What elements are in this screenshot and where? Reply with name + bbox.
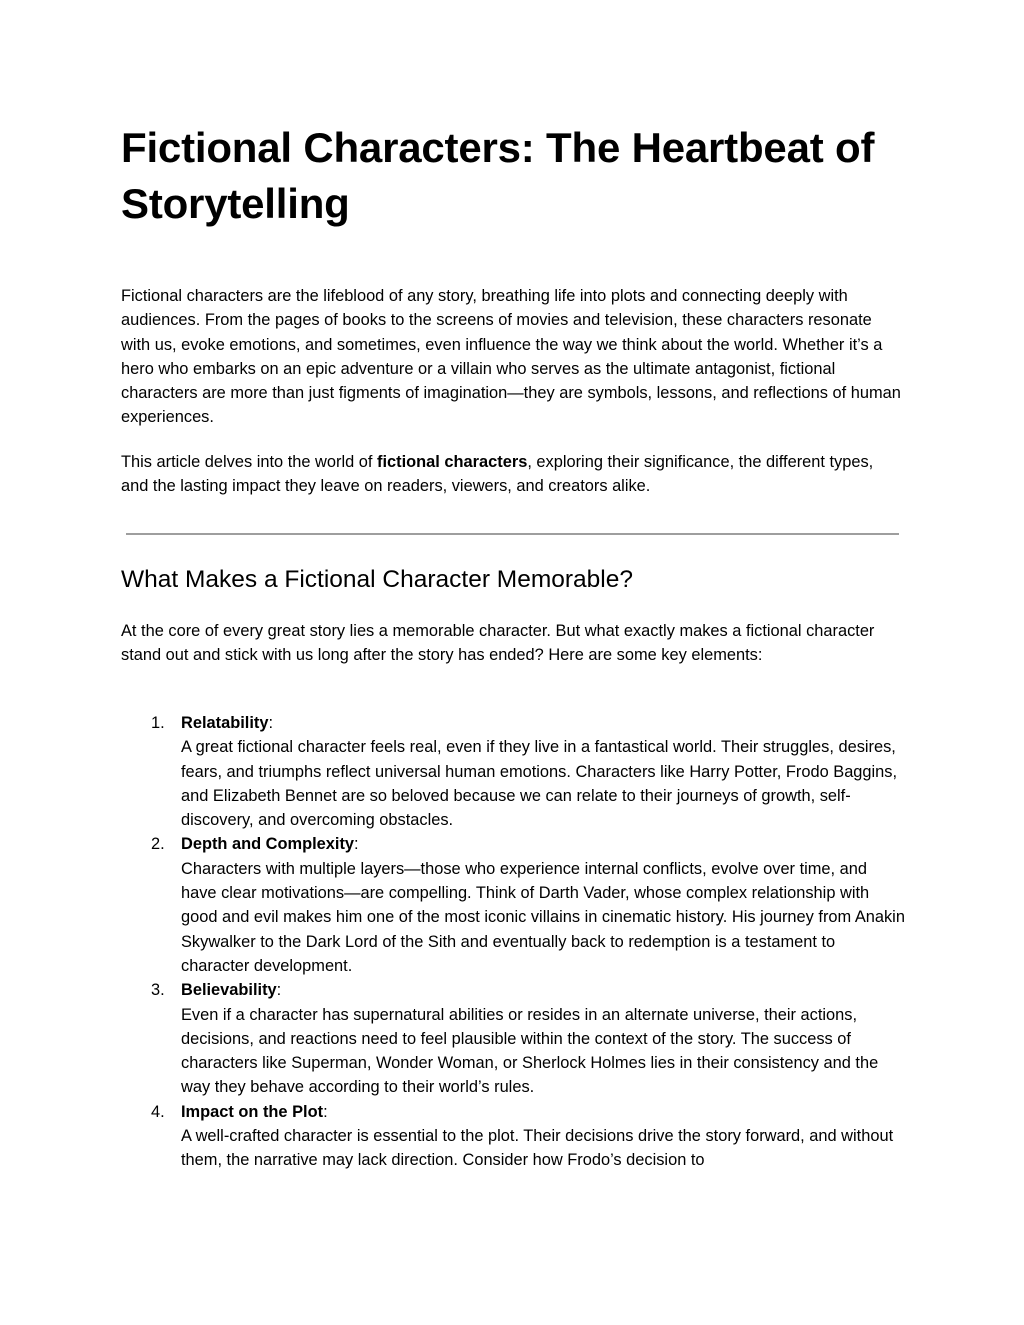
list-item-colon: : (354, 835, 359, 854)
list-item-text: Even if a character has supernatural abilities or resides in an alternate universe, their actions, decisions, and reactions need to feel plausible within the context of the story. The success of characters like Superman, Wonder Woman, or Sherlock Holmes lies in their consistency and the way they behave according to their world’s rules. (181, 1005, 879, 1097)
list-item-number: 3. (151, 981, 165, 1000)
list-item-number: 1. (151, 714, 165, 732)
list-item-number: 4. (151, 1102, 165, 1121)
list-item (121, 832, 905, 978)
list-item (121, 711, 905, 832)
list-item-text: A great fictional character feels real, even if they live in a fantastical world. Their struggles, desires, fears, and triumphs reflect universal human emotions. Characters like Harry Potter, Frodo Baggins, and Elizabeth Bennet are so beloved because we can relate to their journeys of growth, self-discovery, and overcoming obstacles. (181, 738, 898, 830)
scope-text-before: This article delves into the world of (121, 453, 377, 471)
section-heading: What Makes a Fictional Character Memorable? (121, 566, 633, 593)
scope-text-after: , exploring their significance, the different types, and the lasting impact they leave on readers, viewers, and creators alike. (121, 453, 874, 496)
list-item-number: 2. (151, 835, 165, 854)
list-item-colon: : (268, 714, 274, 732)
list-item-term: Depth and Complexity (181, 835, 355, 854)
scope-paragraph (121, 450, 905, 499)
list-item-text: A well-crafted character is essential to the plot. Their decisions drive the story forward, and without them, the narrative may lack direction. Consider how Frodo’s decision to (181, 1127, 894, 1170)
list-item (121, 1100, 905, 1173)
list-item-term: Impact on the Plot (181, 1102, 324, 1121)
intro-paragraph: Fictional characters are the lifeblood of any story, breathing life into plots and connecting deeply with audiences. From the pages of books to the screens of movies and television, these characters resonate with us, evoke emotions, and sometimes, even influence the way we think about the world. Whether it’s a hero who embarks on an epic adventure or a villain who serves as the ultimate antagonist, fictional characters are more than just figments of imagination—they are symbols, lessons, and reflections of human experiences. (121, 287, 901, 427)
list-item-text: Characters with multiple layers—those who experience internal conflicts, evolve over time, and have clear motivations—are compelling. Think of Darth Vader, whose complex relationship with good and evil makes him one of the most iconic villains in cinematic history. His journey from Anakin Skywalker to the Dark Lord of the Sith and eventually back to redemption is a testament to character development. (181, 859, 905, 975)
article-title: Fictional Characters: The Heartbeat of Storytelling (121, 124, 875, 227)
scope-bold-phrase: fictional characters (377, 453, 528, 471)
elements-list (121, 711, 905, 1173)
list-item-term: Believability (181, 981, 277, 1000)
horizontal-divider (126, 533, 899, 535)
list-item (121, 978, 905, 1099)
section-intro-paragraph: At the core of every great story lies a memorable character. But what exactly makes a fictional character stand out and stick with us long after the story has ended? Here are some key elements: (121, 622, 875, 665)
list-item-colon: : (323, 1102, 328, 1121)
list-item-term: Relatability (181, 714, 269, 732)
list-item-colon: : (276, 981, 282, 1000)
